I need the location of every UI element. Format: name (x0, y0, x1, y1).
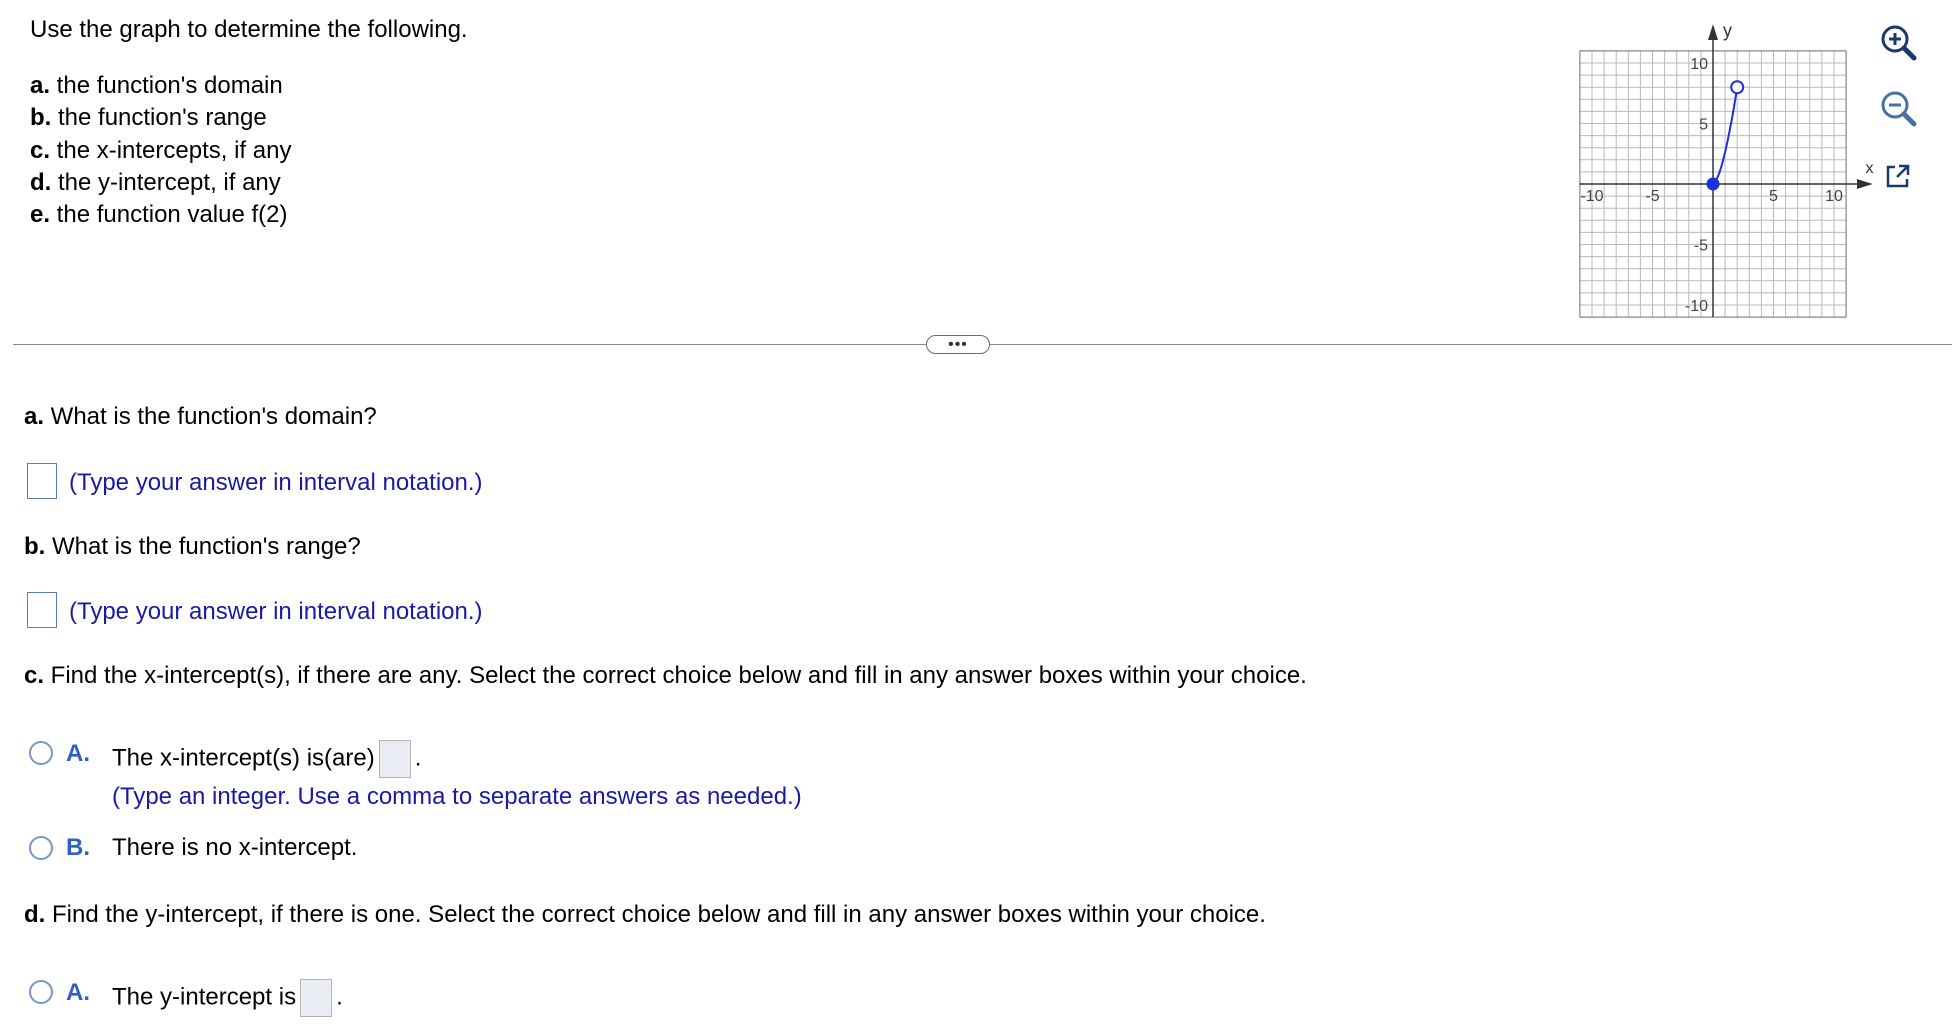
domain-hint: (Type your answer in interval notation.) (69, 469, 483, 496)
question-d: d. Find the y-intercept, if there is one. Select the correct choice below and fill in any answer boxes within your choice. (24, 901, 1266, 928)
y-tick-label: -10 (1684, 298, 1708, 315)
more-button[interactable]: ••• (926, 335, 990, 354)
y-intercept-option-a-radio[interactable] (29, 980, 53, 1004)
x-tick-label: 5 (1769, 188, 1778, 205)
x-tick-label: -5 (1645, 188, 1660, 205)
x-intercept-option-a: The x-intercept(s) is(are) . (112, 740, 421, 778)
y-tick-label: 5 (1699, 116, 1708, 134)
x-intercept-option-b-radio[interactable] (29, 836, 53, 860)
x-intercept-option-a-radio[interactable] (29, 741, 53, 765)
intro-item-b: b. the function's range (30, 104, 267, 131)
open-endpoint (1731, 81, 1743, 93)
range-answer-input[interactable] (27, 592, 57, 628)
closed-endpoint (1707, 178, 1720, 191)
option-b-letter: B. (66, 834, 90, 861)
zoom-out-icon (1878, 88, 1918, 128)
zoom-in-icon (1878, 22, 1918, 62)
option-a-letter: A. (66, 740, 90, 767)
intro-item-e: e. the function value f(2) (30, 201, 288, 228)
x-intercept-answer-input[interactable] (379, 740, 411, 778)
function-graph (1570, 20, 1874, 315)
problem-lead: Use the graph to determine the following. (30, 16, 468, 43)
x-intercept-option-b: There is no x-intercept. (112, 834, 358, 861)
popout-button[interactable] (1876, 154, 1920, 198)
domain-answer-input[interactable] (27, 463, 57, 499)
question-a: a. What is the function's domain? (24, 403, 377, 430)
question-c: c. Find the x-intercept(s), if there are any. Select the correct choice below and fill in any answer boxes within your choice. (24, 662, 1307, 689)
external-link-icon (1881, 159, 1915, 193)
x-intercept-hint: (Type an integer. Use a comma to separate answers as needed.) (112, 783, 802, 810)
y-intercept-option-a: The y-intercept is . (112, 979, 343, 1017)
y-tick-label: 10 (1690, 56, 1708, 73)
y-intercept-answer-input[interactable] (300, 979, 332, 1017)
question-b: b. What is the function's range? (24, 533, 361, 560)
zoom-in-button[interactable] (1876, 20, 1920, 64)
range-hint: (Type your answer in interval notation.) (69, 598, 483, 625)
x-axis-label: x (1865, 160, 1874, 177)
intro-item-a: a. the function's domain (30, 72, 283, 99)
intro-item-d: d. the y-intercept, if any (30, 169, 281, 196)
zoom-out-button[interactable] (1876, 86, 1920, 130)
y-axis-label: y (1723, 20, 1732, 41)
intro-item-c: c. the x-intercepts, if any (30, 137, 292, 164)
graph-axes (1580, 24, 1873, 317)
option-a-letter-d: A. (66, 979, 90, 1006)
y-axis-arrow (1708, 24, 1718, 40)
x-tick-label: 10 (1825, 188, 1843, 205)
x-axis-arrow (1857, 179, 1873, 189)
y-tick-label: -5 (1693, 237, 1708, 255)
x-tick-label: -10 (1580, 188, 1604, 205)
